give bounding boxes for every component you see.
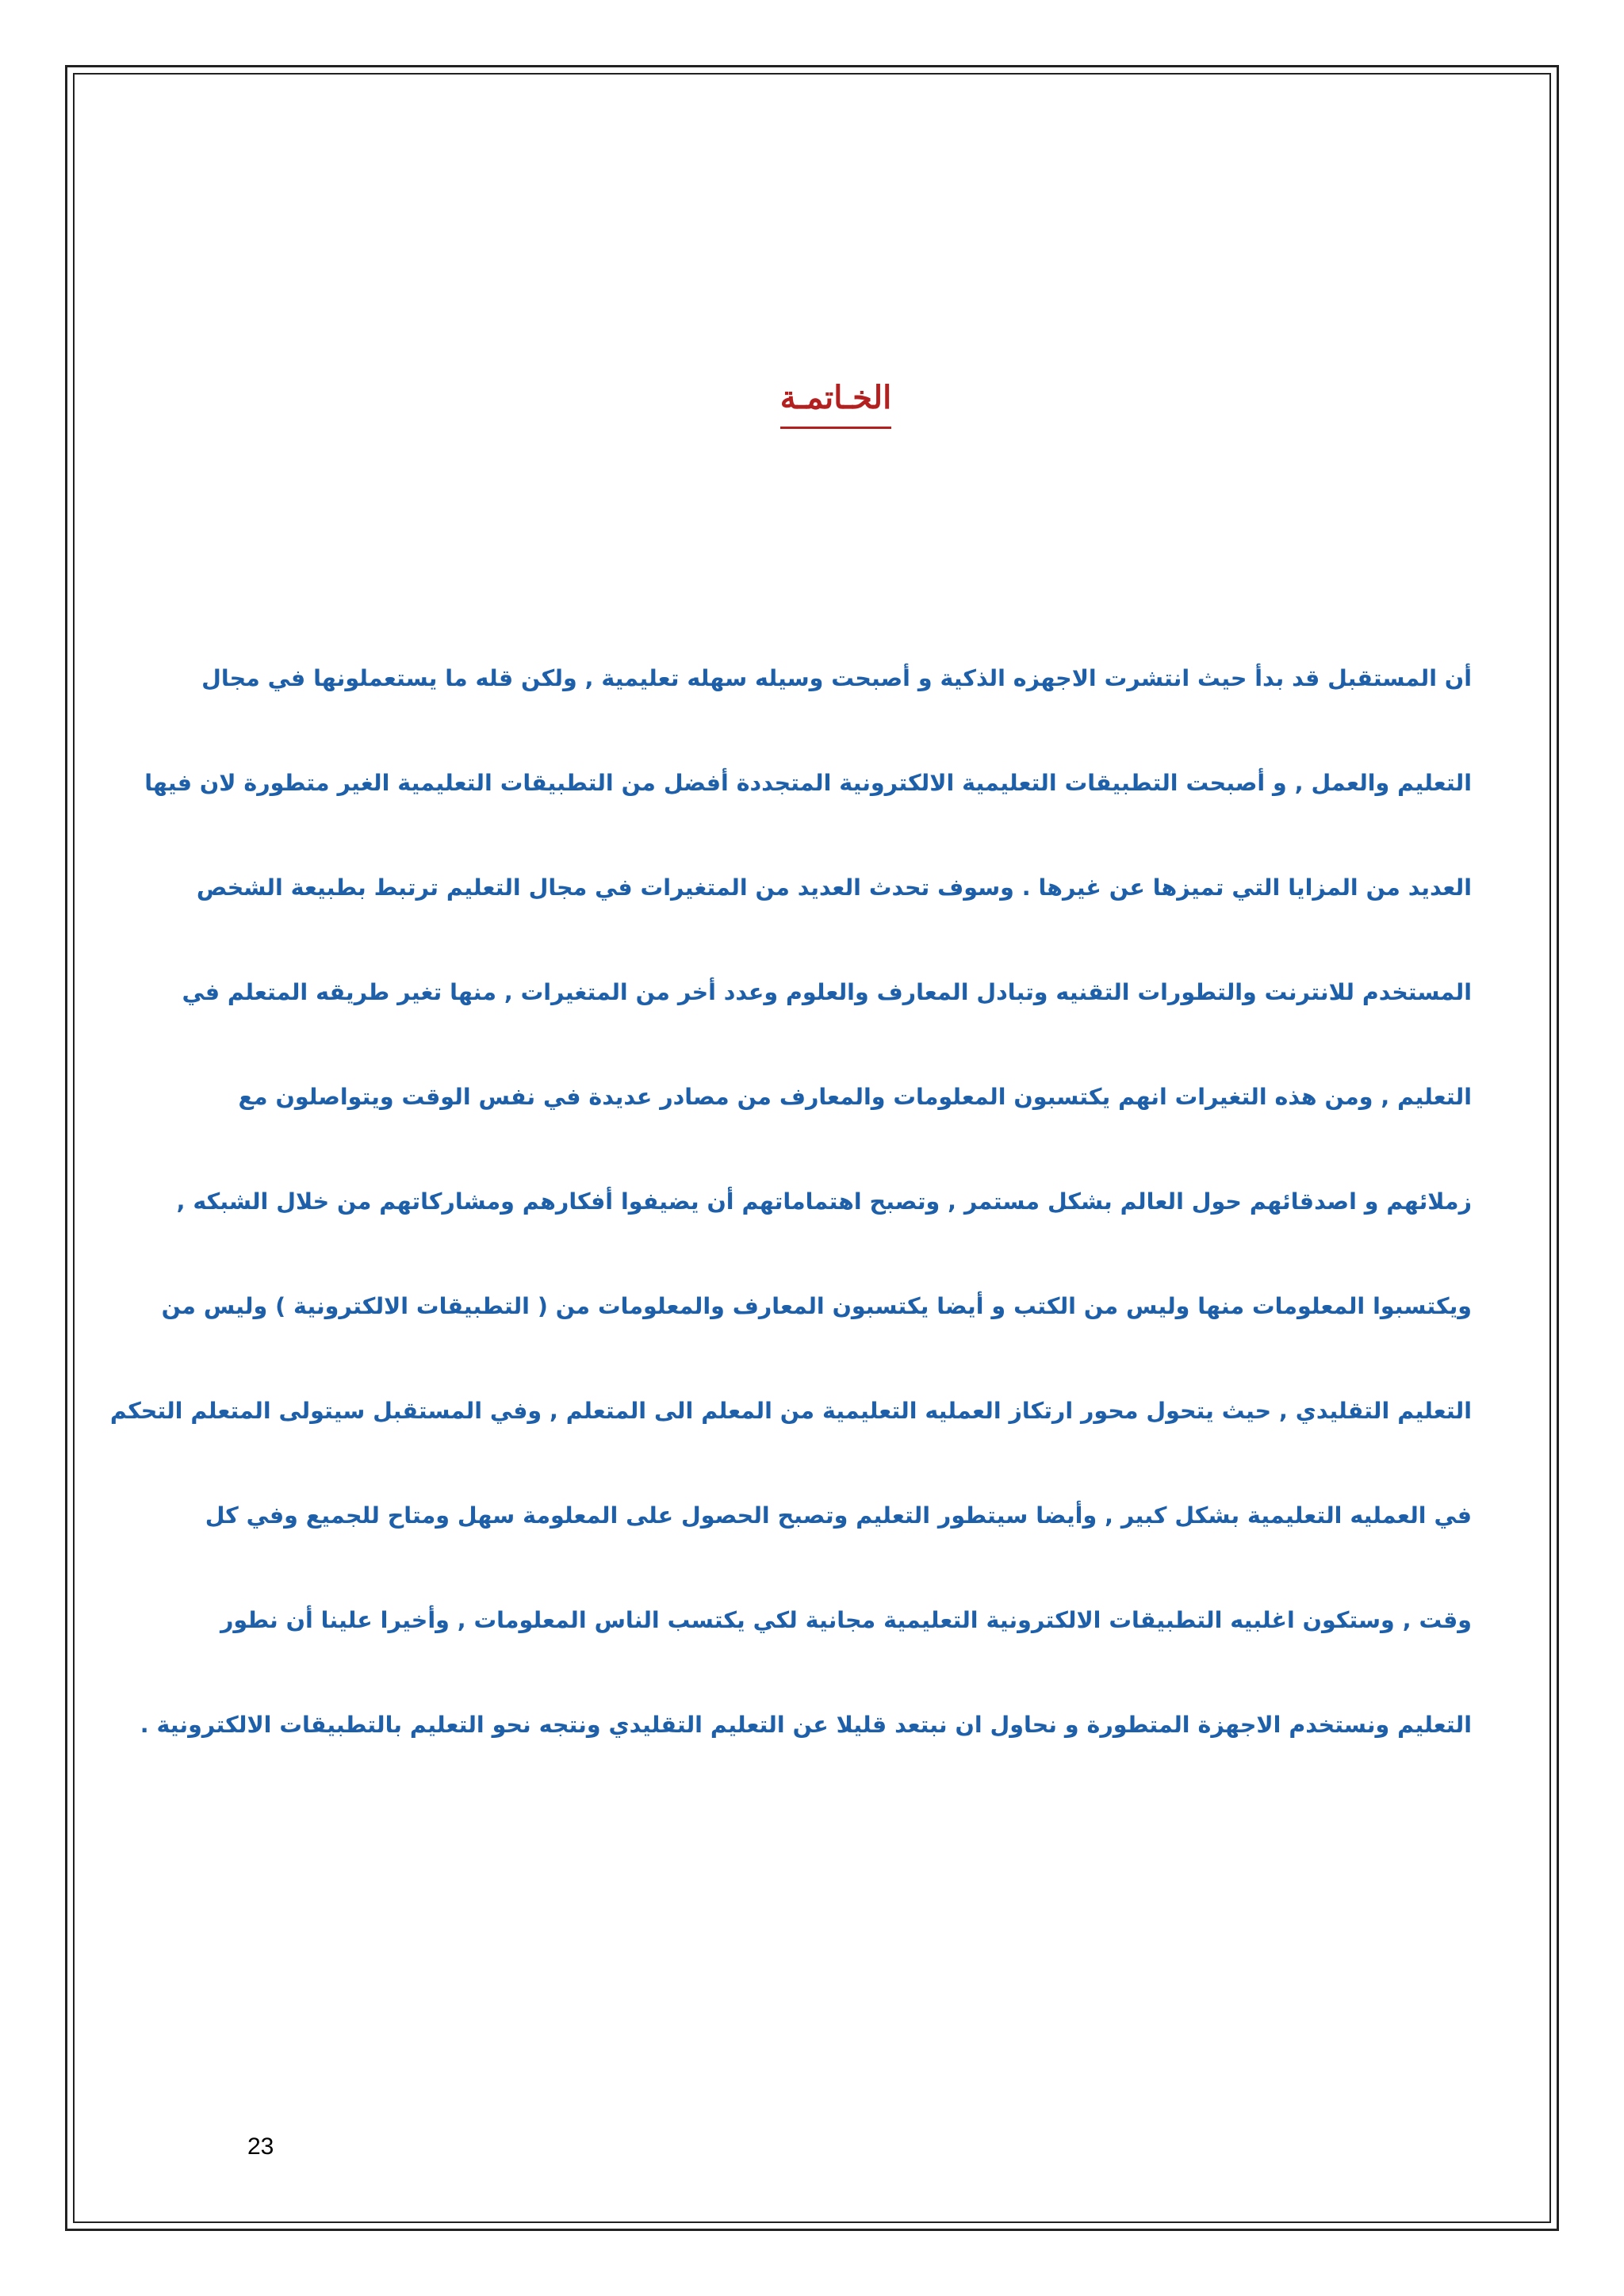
paragraph-line: المستخدم للانترنت والتطورات التقنيه وتبادل المعارف والعلوم وعدد أخر من المتغيرات , منها تغير طريقه المتعلم في bbox=[182, 979, 1472, 1005]
paragraph-line: زملائهم و اصدقائهم حول العالم بشكل مستمر , وتصبح اهتماماتهم أن يضيفوا أفكارهم ومشاركاتهم من خلال الشبكه , bbox=[176, 1188, 1472, 1215]
paragraph-line: في العمليه التعليمية بشكل كبير , وأيضا سيتطور التعليم وتصبح الحصول على المعلومة سهل ومتاح للجميع وفي كل bbox=[205, 1502, 1472, 1529]
paragraph-line: التعليم , ومن هذه التغيرات انهم يكتسبون المعلومات والمعارف من مصادر عديدة في نفس الوقت ويتواصلون مع bbox=[238, 1084, 1472, 1110]
paragraph-line: ويكتسبوا المعلومات منها وليس من الكتب و أيضا يكتسبون المعارف والمعلومات من ( التطبيقات الالكترونية ) وليس من bbox=[161, 1293, 1472, 1319]
page-heading: الخـاتمـة bbox=[780, 374, 891, 429]
paragraph-line: العديد من المزايا التي تميزها عن غيرها . وسوف تحدث العديد من المتغيرات في مجال التعليم ترتبط بطبيعة الشخص bbox=[196, 874, 1472, 901]
paragraph-line: التعليم والعمل , و أصبحت التطبيقات التعليمية الالكترونية المتجددة أفضل من التطبيقات التعليمية الغير متطورة لان فيها bbox=[144, 770, 1472, 796]
heading-container bbox=[0, 374, 1624, 429]
paragraph-line: وقت , وستكون اغلبيه التطبيقات الالكترونية التعليمية مجانية لكي يكتسب الناس المعلومات , وأخيرا علينا أن نطور bbox=[220, 1607, 1472, 1633]
paragraph-line: التعليم التقليدي , حيث يتحول محور ارتكاز العمليه التعليمية من المعلم الى المتعلم , وفي المستقبل سيتولى المتعلم التحكم bbox=[109, 1398, 1472, 1424]
conclusion-paragraph bbox=[109, 655, 1472, 1806]
paragraph-line: التعليم ونستخدم الاجهزة المتطورة و نحاول ان نبتعد قليلا عن التعليم التقليدي ونتجه نحو التعليم بالتطبيقات الالكترونية . bbox=[140, 1712, 1472, 1738]
paragraph-line: أن المستقبل قد بدأ حيث انتشرت الاجهزه الذكية و أصبحت وسيله سهله تعليمية , ولكن قله ما يستعملونها في مجال bbox=[201, 665, 1472, 691]
page-number: 23 bbox=[247, 2133, 274, 2160]
